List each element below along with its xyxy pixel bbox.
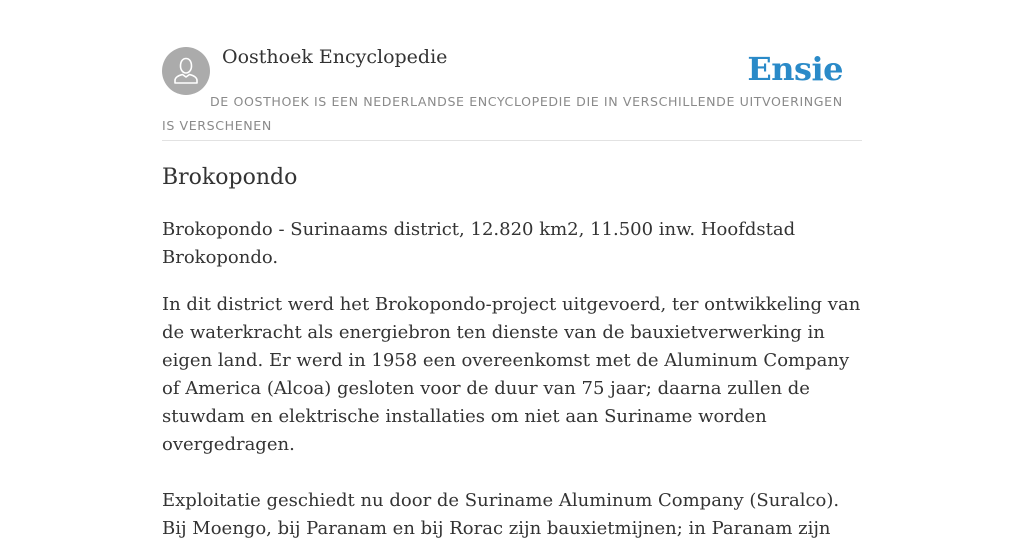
- article-paragraph: Exploitatie geschiedt nu door de Suriname Aluminum Company (Suralco). Bij Moengo, bij Paranam en bij Rorac zijn bauxietmijnen; in Paranam zijn: [162, 490, 840, 539]
- source-avatar[interactable]: [162, 47, 210, 95]
- user-silhouette-icon: [162, 47, 210, 95]
- source-name-link[interactable]: Oosthoek Encyclopedie: [222, 46, 448, 68]
- article-body: [162, 216, 862, 543]
- article-paragraph: Brokopondo - Surinaams district, 12.820 km2, 11.500 inw. Hoofdstad Brokopondo.: [162, 219, 796, 268]
- article-title: Brokopondo: [162, 165, 298, 190]
- source-tagline: DE OOSTHOEK IS EEN NEDERLANDSE ENCYCLOPEDIE DIE IN VERSCHILLENDE UITVOERINGEN IS VERSCHENEN: [162, 94, 843, 133]
- ensie-logo[interactable]: Ensie: [747, 50, 843, 88]
- source-header: [162, 44, 862, 141]
- article-paragraph: In dit district werd het Brokopondo-project uitgevoerd, ter ontwikkeling van de waterkracht als energiebron ten dienste van de bauxietverwerking in eigen land. Er werd in 1958 een overeenkomst met de Aluminum Company of America (Alcoa) gesloten voor de duur van 75 jaar; daarna zullen de stuwdam en elektrische installaties om niet aan Suriname worden overgedragen.: [162, 294, 861, 455]
